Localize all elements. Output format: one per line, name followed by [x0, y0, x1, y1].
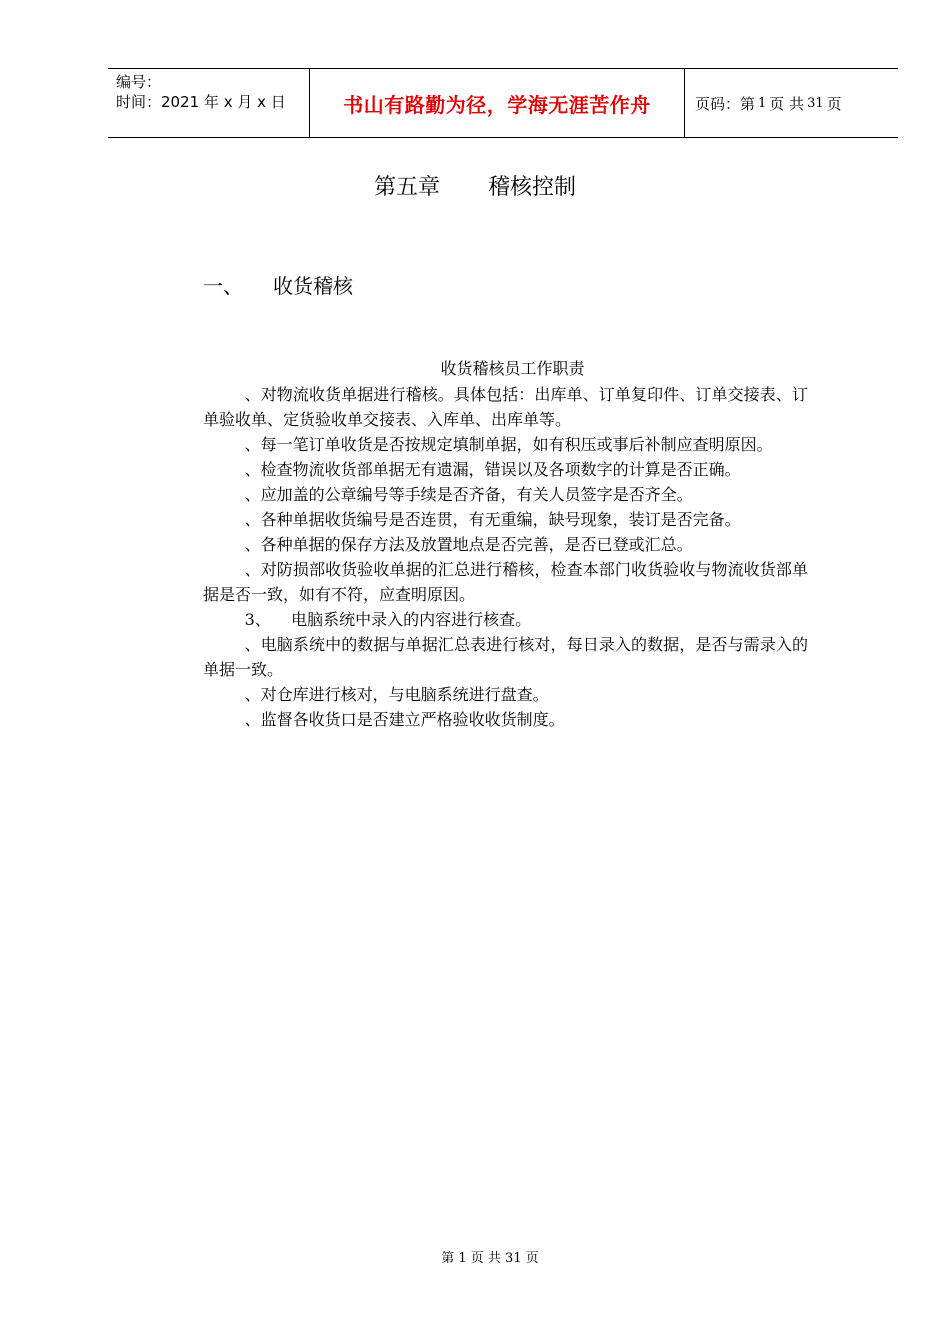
paragraph: 、对防损部收货验收单据的汇总进行稽核，检查本部门收货验收与物流收货部单据是否一致，如有不符，应查明原因。	[203, 560, 808, 604]
paragraph: 、对仓库进行核对，与电脑系统进行盘查。	[244, 685, 549, 704]
header-motto: 书山有路勤为径，学海无涯苦作舟	[310, 69, 685, 137]
paragraph: 、对物流收货单据进行稽核。具体包括：出库单、订单复印件、订单交接表、订单验收单、定货验收单交接表、入库单、出库单等。	[203, 385, 808, 429]
chapter-title: 稽核控制	[488, 175, 577, 200]
page-footer: 第 1 页 共 31 页	[441, 1251, 539, 1266]
paragraph: 、各种单据的保存方法及放置地点是否完善，是否已登或汇总。	[244, 535, 693, 554]
paragraph: 、每一笔订单收货是否按规定填制单据，如有积压或事后补制应查明原因。	[244, 435, 773, 454]
subtitle: 收货稽核员工作职责	[440, 359, 585, 378]
paragraph: 、检查物流收货部单据无有遗漏，错误以及各项数字的计算是否正确。	[244, 460, 741, 479]
page-total: 31	[807, 95, 824, 111]
number-label: 编号：	[116, 73, 162, 91]
section-heading	[203, 270, 353, 299]
page-label-mid: 页 共	[769, 94, 805, 113]
header-page-info	[685, 69, 898, 137]
page-label-prefix: 页码：第	[695, 94, 756, 113]
header-meta	[108, 69, 310, 137]
section-title: 收货稽核	[273, 274, 353, 298]
section-number: 一、	[203, 274, 243, 298]
paragraph: 3、 电脑系统中录入的内容进行核查。	[244, 610, 532, 629]
page-current: 1	[758, 95, 767, 111]
page-label-suffix: 页	[826, 94, 842, 113]
chapter-heading	[0, 170, 950, 201]
time-label: 时间：2021 年 x 月 x 日	[116, 93, 286, 111]
paragraph: 、应加盖的公章编号等手续是否齐备，有关人员签字是否齐全。	[244, 485, 693, 504]
paragraph: 、电脑系统中的数据与单据汇总表进行核对，每日录入的数据，是否与需录入的单据一致。	[203, 635, 808, 679]
chapter-number: 第五章	[373, 175, 440, 200]
paragraph: 、各种单据收货编号是否连贯，有无重编，缺号现象，装订是否完备。	[244, 510, 741, 529]
body-text	[203, 382, 808, 732]
document-header	[108, 68, 898, 138]
paragraph: 、监督各收货口是否建立严格验收收货制度。	[244, 710, 565, 729]
